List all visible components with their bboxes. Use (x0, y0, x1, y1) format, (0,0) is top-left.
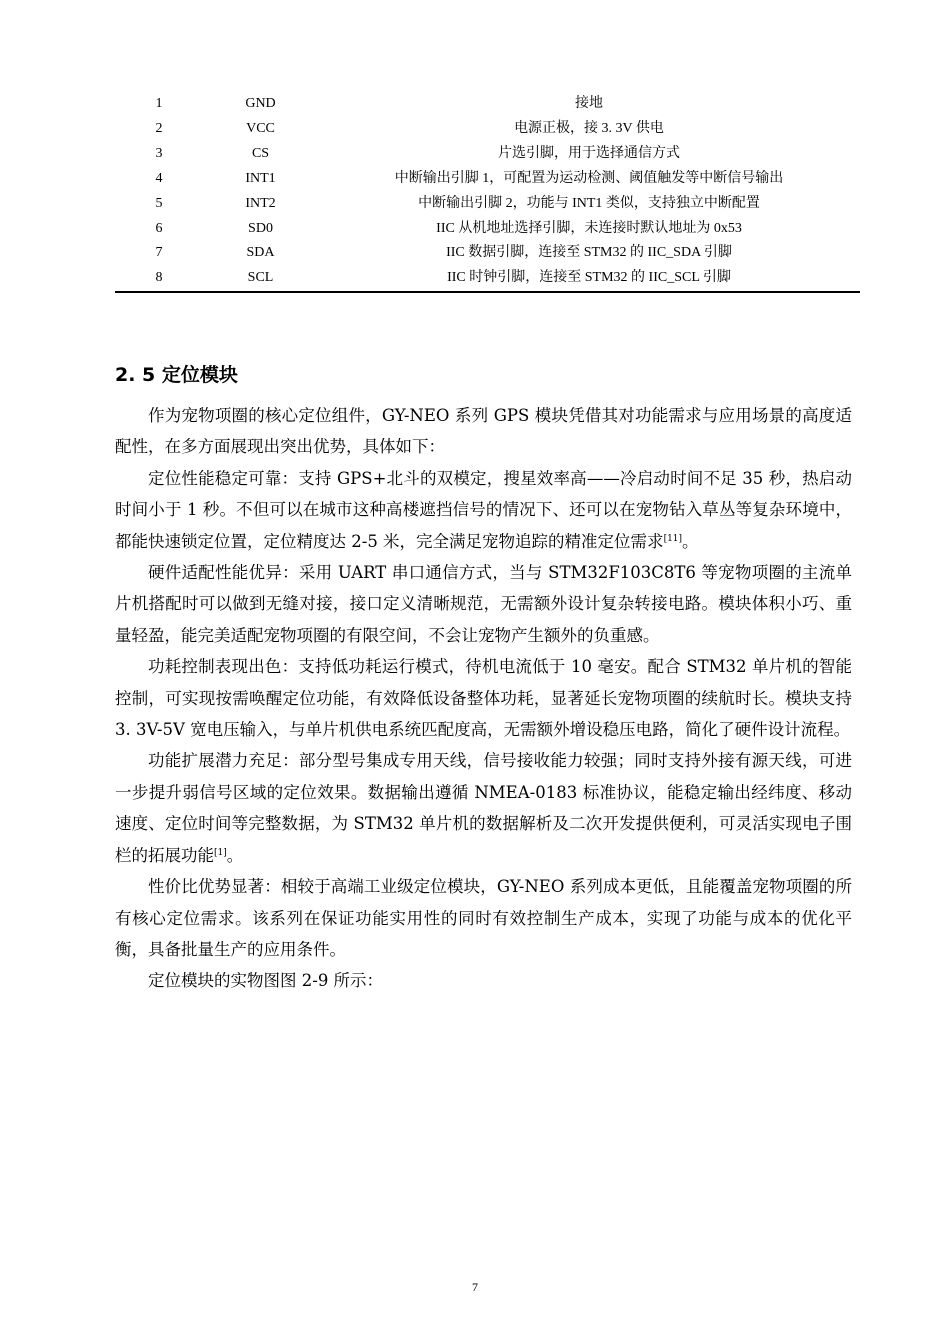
body-paragraph (115, 965, 852, 996)
paragraph-text: 功能扩展潜力充足：部分型号集成专用天线，信号接收能力较强；同时支持外接有源天线，可进一步提升弱信号区域的定位效果。数据输出遵循 NMEA-0183 标准协议，能稳定输出经纬度、移动速度、定位时间等完整数据，为 STM32 单片机的数据解析及二次开发提供便利，可灵活实现电子围栏的拓展功能 (115, 751, 852, 865)
paragraph-text: 作为宠物项圈的核心定位组件，GY-NEO 系列 GPS 模块凭借其对功能需求与应用场景的高度适配性，在多方面展现出突出优势，具体如下： (115, 406, 852, 457)
pin-table-body (115, 92, 860, 292)
pin-number-cell: 3 (155, 145, 163, 161)
table-row (115, 217, 860, 242)
pin-number-cell: 7 (155, 245, 163, 261)
pin-number-cell: 1 (155, 96, 163, 111)
section-heading: 2. 5 定位模块 (115, 364, 238, 386)
table-row (115, 192, 860, 217)
table-row (115, 167, 860, 192)
pin-name-cell: VCC (246, 120, 275, 136)
body-paragraph (115, 745, 852, 871)
pin-number-cell: 8 (115, 266, 203, 292)
paragraph-text: 性价比优势显著：相较于高端工业级定位模块，GY-NEO 系列成本更低，且能覆盖宠物项圈的所有核心定位需求。该系列在保证功能实用性的同时有效控制生产成本，实现了功能与成本的优化平衡，具备批量生产的应用条件。 (115, 877, 852, 959)
paragraph-text: 功耗控制表现出色：支持低功耗运行模式，待机电流低于 10 毫安。配合 STM32 单片机的智能控制，可实现按需唤醒定位功能，有效降低设备整体功耗，显著延长宠物项圈的续航时长。模块支持 3. 3V-5V 宽电压输入，与单片机供电系统匹配度高，无需额外增设稳压电路，简化了硬件设计流程。 (115, 657, 852, 740)
pin-number-cell: 2 (155, 120, 163, 136)
citation-marker: [11] (663, 533, 683, 544)
table-row (115, 266, 860, 292)
pin-name-cell: INT2 (245, 195, 276, 211)
paragraph-tail: 。 (226, 845, 244, 865)
citation-marker: [1] (214, 847, 227, 858)
pin-description-cell: 片选引脚，用于选择通信方式 (498, 145, 680, 161)
table-row (115, 117, 860, 142)
table-row (115, 241, 860, 266)
body-paragraph (115, 400, 852, 463)
body-paragraph (115, 651, 852, 745)
pin-name-cell: SD0 (248, 220, 273, 236)
paragraph-tail: 。 (682, 531, 699, 551)
pin-name-cell: GND (245, 96, 276, 111)
pin-description-cell: 电源正极，接 3. 3V 供电 (514, 120, 664, 136)
pin-name-cell: CS (251, 145, 270, 161)
body-paragraph (115, 871, 852, 965)
pin-table (115, 92, 860, 293)
body-paragraph (115, 463, 852, 557)
pin-number-cell: 4 (155, 170, 163, 186)
pin-description-cell: 中断输出引脚 1，可配置为运动检测、阈值触发等中断信号输出 (394, 170, 784, 186)
pin-number-cell: 5 (155, 195, 163, 211)
pin-description-cell: IIC 从机地址选择引脚，未连接时默认地址为 0x53 (436, 220, 742, 236)
pin-description-cell: IIC 时钟引脚，连接至 STM32 的 IIC_SCL 引脚 (318, 266, 860, 292)
pin-number-cell: 6 (155, 220, 163, 236)
page-number: 7 (472, 1280, 478, 1294)
table-row (115, 92, 860, 117)
paragraph-text: 定位模块的实物图图 2-9 所示： (148, 971, 384, 991)
pin-description-cell: 中断输出引脚 2，功能与 INT1 类似，支持独立中断配置 (418, 195, 760, 211)
table-row (115, 142, 860, 167)
section-body (115, 400, 852, 997)
body-paragraph (115, 557, 852, 651)
pin-description-cell: IIC 数据引脚，连接至 STM32 的 IIC_SDA 引脚 (446, 245, 732, 261)
pin-name-cell: SDA (246, 245, 275, 261)
paragraph-text: 硬件适配性能优异：采用 UART 串口通信方式，当与 STM32F103C8T6 等宠物项圈的主流单片机搭配时可以做到无缝对接，接口定义清晰规范，无需额外设计复杂转接电路。模块体积小巧、重量轻盈，能完美适配宠物项圈的有限空间，不会让宠物产生额外的负重感。 (115, 563, 852, 645)
pin-description-cell: 接地 (575, 96, 603, 111)
pin-name-cell: INT1 (245, 170, 276, 186)
pin-name-cell: SCL (203, 266, 318, 292)
paragraph-text: 定位性能稳定可靠：支持 GPS+北斗的双模定，搜星效率高——冷启动时间不足 35 秒，热启动时间小于 1 秒。不但可以在城市这种高楼遮挡信号的情况下、还可以在宠物钻入草丛等复杂环境中，都能快速锁定位置，定位精度达 2-5 米，完全满足宠物追踪的精准定位需求 (115, 468, 852, 551)
